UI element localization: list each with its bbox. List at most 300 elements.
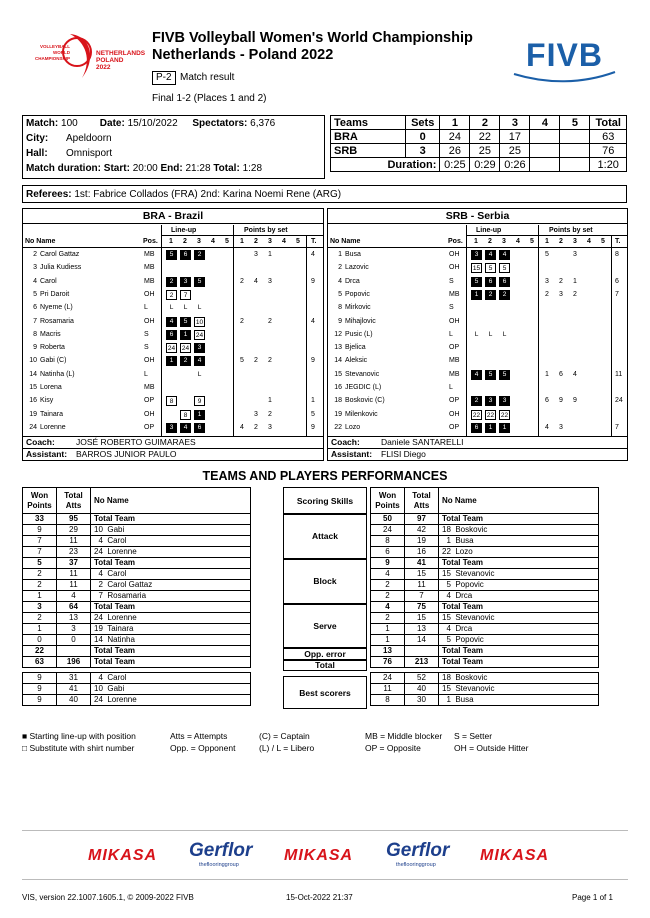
won-points: 76 xyxy=(371,657,405,668)
won-points: 9 xyxy=(23,525,57,536)
championship-subtitle: Netherlands - Poland 2022 xyxy=(152,47,334,63)
won-points: 2 xyxy=(371,591,405,602)
score-cell: 17 xyxy=(500,130,530,144)
lineup-cell: 5 xyxy=(471,277,482,287)
total-attempts: 4 xyxy=(57,591,91,602)
player-name: Carol xyxy=(40,277,57,285)
score-cell xyxy=(560,130,590,144)
player-number: 6 xyxy=(33,304,37,312)
set-points: 3 xyxy=(559,290,563,298)
player-name: 5 Popovic xyxy=(439,580,599,591)
score-cell: 25 xyxy=(470,144,500,158)
set-points: 3 xyxy=(268,277,272,285)
lineup-cell: L xyxy=(169,304,174,312)
player-number: 1 xyxy=(338,251,342,258)
start-time: 20:00 xyxy=(132,163,158,174)
player-row xyxy=(23,395,323,407)
col-no-name: No Name xyxy=(330,238,361,245)
player-row xyxy=(328,329,627,341)
col-lineup-set: 2 xyxy=(183,238,187,245)
mikasa-logo: MIKASA xyxy=(88,847,158,864)
score-cell xyxy=(530,130,560,144)
gerflor-logo-text: Gerflor xyxy=(189,840,253,861)
won-points: 8 xyxy=(371,695,405,706)
player-name: 10 Gabi xyxy=(91,684,251,695)
total-attempts: 196 xyxy=(57,657,91,668)
perf-header: Won Points xyxy=(23,488,57,514)
performance-table-srb xyxy=(370,487,599,706)
col-lineup-set: 5 xyxy=(225,238,229,245)
col-points-set: 2 xyxy=(559,238,563,245)
won-points: 24 xyxy=(371,673,405,684)
total-attempts: 52 xyxy=(405,673,439,684)
header-rule xyxy=(328,247,627,248)
score-cell: 0 xyxy=(406,130,440,144)
lineup-cell: 4 xyxy=(194,356,205,366)
player-name: 7 Rosamaria xyxy=(91,591,251,602)
player-total-points: 4 xyxy=(311,317,315,325)
mikasa-logo: MIKASA xyxy=(480,847,550,864)
total-attempts: 42 xyxy=(405,525,439,536)
player-position: S xyxy=(144,330,149,338)
total-time: 1:28 xyxy=(242,163,263,174)
set-points: 9 xyxy=(559,397,563,405)
player-row xyxy=(23,409,323,421)
won-points: 7 xyxy=(23,536,57,547)
player-number: 4 xyxy=(338,277,342,285)
set-points: 4 xyxy=(573,370,577,378)
won-points: 50 xyxy=(371,514,405,525)
lineup-cell: 1 xyxy=(194,410,205,420)
player-position: OH xyxy=(449,317,460,325)
score-cell: 76 xyxy=(590,144,627,158)
won-points: 11 xyxy=(371,684,405,695)
lineup-cell: L xyxy=(197,304,202,312)
assistant-name: FLISI Diego xyxy=(381,449,426,459)
player-number: 12 xyxy=(334,330,342,338)
assistant-label: Assistant: xyxy=(26,449,68,459)
footer-version: VIS, version 22.1007.1605.1, © 2009-2022 FIVB xyxy=(22,893,194,902)
lineup-cell: 3 xyxy=(485,396,496,406)
player-row xyxy=(23,422,323,434)
col-lineup-set: 3 xyxy=(197,238,201,245)
set-points: 3 xyxy=(254,251,258,258)
player-name: Roberta xyxy=(40,344,65,352)
player-name: Busa xyxy=(345,251,361,258)
player-name: 24 Lorenne xyxy=(91,695,251,706)
legend-item: OH = Outside Hitter xyxy=(454,743,529,753)
player-row xyxy=(23,249,323,261)
total-attempts: 41 xyxy=(405,558,439,569)
player-row xyxy=(328,342,627,354)
set-points: 4 xyxy=(254,277,258,285)
lineup-cell: 8 xyxy=(166,396,177,406)
won-points: 8 xyxy=(371,536,405,547)
match-date: 15/10/2022 xyxy=(127,118,178,129)
match-info-box xyxy=(22,115,325,179)
total-attempts: 16 xyxy=(405,547,439,558)
player-position: MB xyxy=(144,264,155,272)
coach-name: Daniele SANTARELLI xyxy=(381,437,464,447)
player-position: OP xyxy=(449,344,460,352)
set-points: 5 xyxy=(545,251,549,258)
lineup-cell: 9 xyxy=(194,396,205,406)
assistant-label: Assistant: xyxy=(331,449,373,459)
set-points: 2 xyxy=(559,277,563,285)
player-number: 16 xyxy=(334,384,342,391)
score-team: BRA xyxy=(331,130,406,144)
player-row xyxy=(328,276,627,288)
header-rule xyxy=(161,235,323,236)
city-label: City: xyxy=(26,133,49,144)
player-name: 5 Popovic xyxy=(439,635,599,646)
score-header: 4 xyxy=(530,116,560,130)
fivb-logo xyxy=(512,38,617,88)
lineup-cell: L xyxy=(197,370,202,378)
player-number: 10 xyxy=(29,357,37,365)
player-position: OP xyxy=(144,397,155,405)
coach-name: JOSÉ ROBERTO GUIMARAES xyxy=(76,437,196,447)
footer-page: Page 1 of 1 xyxy=(572,893,613,902)
player-name: Total Team xyxy=(439,657,599,668)
player-total-points: 24 xyxy=(615,397,623,405)
lineup-cell: L xyxy=(474,330,479,338)
lineup-cell: 1 xyxy=(471,290,482,300)
sponsor-bar xyxy=(22,830,628,880)
total-attempts: 40 xyxy=(57,695,91,706)
logo-text-4: NETHERLANDS xyxy=(96,50,146,57)
won-points: 2 xyxy=(23,580,57,591)
total-attempts: 14 xyxy=(405,635,439,646)
col-points-set: 5 xyxy=(601,238,605,245)
won-points: 2 xyxy=(371,580,405,591)
lineup-cell: 4 xyxy=(180,423,191,433)
set-duration: 0:25 xyxy=(440,158,470,172)
won-points: 2 xyxy=(371,613,405,624)
col-pos: Pos. xyxy=(143,238,158,245)
gerflor-tagline: theflooringgroup xyxy=(199,862,239,868)
player-row xyxy=(328,316,627,328)
player-name: 18 Boskovic xyxy=(439,525,599,536)
fivb-logo-text: FIVB xyxy=(526,37,603,73)
set-points: 6 xyxy=(545,397,549,405)
player-number: 19 xyxy=(29,410,37,418)
player-position: MB xyxy=(144,251,155,258)
col-points-set: 4 xyxy=(587,238,591,245)
player-name: 4 Carol xyxy=(91,673,251,684)
won-points: 4 xyxy=(371,602,405,613)
duration-label: Match duration: xyxy=(26,163,101,174)
team-roster-bra xyxy=(22,208,324,461)
player-total-points: 4 xyxy=(311,251,315,258)
gerflor-logo xyxy=(386,840,450,868)
player-position: OH xyxy=(144,317,155,325)
lineup-cell: 1 xyxy=(166,356,177,366)
player-name: 10 Gabi xyxy=(91,525,251,536)
col-lineup-set: 2 xyxy=(488,238,492,245)
logo-text-5: POLAND xyxy=(96,57,124,64)
mikasa-logo: MIKASA xyxy=(284,847,354,864)
doc-name: Match result xyxy=(180,72,235,83)
set-points: 5 xyxy=(240,357,244,365)
set-points: 1 xyxy=(545,370,549,378)
legend-item: Atts = Attempts xyxy=(170,731,228,741)
player-number: 5 xyxy=(338,290,342,298)
gerflor-logo xyxy=(189,840,253,868)
player-position: OP xyxy=(449,423,460,431)
player-name: 14 Natinha xyxy=(91,635,251,646)
player-number: 14 xyxy=(334,357,342,365)
col-lineup-set: 4 xyxy=(211,238,215,245)
player-row xyxy=(23,262,323,274)
gerflor-logo-text: Gerflor xyxy=(386,840,450,861)
scoring-skill-label: Attack xyxy=(283,514,367,559)
match-final-label: Final 1-2 (Places 1 and 2) xyxy=(152,93,267,104)
perf-header: No Name xyxy=(439,488,599,514)
total-attempts: 29 xyxy=(57,525,91,536)
score-cell xyxy=(530,144,560,158)
player-name: 19 Tainara xyxy=(91,624,251,635)
total-attempts: 7 xyxy=(405,591,439,602)
perf-header: Total Atts xyxy=(57,488,91,514)
player-row xyxy=(23,342,323,354)
won-points: 1 xyxy=(23,624,57,635)
player-row xyxy=(23,382,323,394)
player-number: 9 xyxy=(33,344,37,352)
duration-label: Duration: xyxy=(331,158,440,172)
legend-item: Opp. = Opponent xyxy=(170,743,236,753)
won-points: 5 xyxy=(23,558,57,569)
player-position: MB xyxy=(449,357,460,365)
score-header: 3 xyxy=(500,116,530,130)
player-row xyxy=(328,249,627,261)
player-number: 14 xyxy=(29,370,37,378)
match-label: Match: xyxy=(26,118,59,129)
end-time: 21:28 xyxy=(185,163,211,174)
player-number: 8 xyxy=(33,330,37,338)
player-name: 1 Busa xyxy=(439,695,599,706)
championship-title: FIVB Volleyball Women's World Championship xyxy=(152,30,473,46)
lineup-cell: 3 xyxy=(180,277,191,287)
perf-header: Total Atts xyxy=(405,488,439,514)
lineup-cell: 8 xyxy=(180,410,191,420)
player-row xyxy=(328,369,627,381)
lineup-cell: 24 xyxy=(167,345,176,353)
player-position: OH xyxy=(144,290,155,298)
col-lineup-set: 4 xyxy=(516,238,520,245)
player-name: Total Team xyxy=(439,602,599,613)
player-total-points: 5 xyxy=(311,410,315,418)
col-total: T. xyxy=(615,238,621,245)
player-position: L xyxy=(144,370,148,378)
perf-header: No Name xyxy=(91,488,251,514)
score-cell: 25 xyxy=(500,144,530,158)
player-row xyxy=(328,395,627,407)
total-attempts: 11 xyxy=(405,580,439,591)
set-points: 9 xyxy=(573,397,577,405)
col-points-set: 4 xyxy=(282,238,286,245)
match-number: 100 xyxy=(61,118,78,129)
player-row xyxy=(328,422,627,434)
score-cell: 26 xyxy=(440,144,470,158)
total-attempts: 15 xyxy=(405,569,439,580)
legend-item: □ Substitute with shirt number xyxy=(22,743,135,753)
total-attempts: 31 xyxy=(57,673,91,684)
player-name: 22 Lozo xyxy=(439,547,599,558)
performances-title: TEAMS AND PLAYERS PERFORMANCES xyxy=(202,469,448,483)
player-name: Nyeme (L) xyxy=(40,304,73,312)
set-points: 4 xyxy=(545,423,549,431)
player-position: OP xyxy=(144,423,155,431)
player-total-points: 11 xyxy=(615,370,623,378)
hall-label: Hall: xyxy=(26,148,48,159)
player-name: 4 Drca xyxy=(439,624,599,635)
set-points: 3 xyxy=(545,277,549,285)
player-name: Total Team xyxy=(439,646,599,657)
player-total-points: 7 xyxy=(615,423,619,431)
coach-row xyxy=(328,436,627,447)
championship-logo xyxy=(30,30,146,90)
player-name: Popovic xyxy=(345,290,370,298)
total-attempts: 97 xyxy=(405,514,439,525)
player-position: L xyxy=(144,304,148,312)
set-points: 2 xyxy=(240,277,244,285)
player-name: Pri Daroit xyxy=(40,290,70,298)
lineup-cell: 4 xyxy=(471,370,482,380)
lineup-cell: L xyxy=(488,330,493,338)
col-total: T. xyxy=(311,238,317,245)
lineup-cell: 5 xyxy=(485,263,496,273)
player-number: 7 xyxy=(33,317,37,325)
lineup-cell: 3 xyxy=(194,343,205,353)
total-attempts: 75 xyxy=(405,602,439,613)
total-label: Total: xyxy=(213,163,240,174)
lineup-cell: 2 xyxy=(485,290,496,300)
lineup-label: Line-up xyxy=(476,227,502,234)
set-points: 2 xyxy=(268,317,272,325)
player-name: 4 Carol xyxy=(91,536,251,547)
player-name: 15 Stevanovic xyxy=(439,613,599,624)
player-name: 15 Stevanovic xyxy=(439,569,599,580)
player-row xyxy=(23,289,323,301)
player-row xyxy=(23,369,323,381)
footer-timestamp: 15-Oct-2022 21:37 xyxy=(286,893,353,902)
player-position: MB xyxy=(144,384,155,391)
start-label: Start: xyxy=(103,163,130,174)
referees-label: Referees: xyxy=(26,189,72,200)
won-points: 1 xyxy=(371,635,405,646)
player-name: Lozo xyxy=(345,423,361,431)
player-row xyxy=(328,382,627,394)
lineup-cell: L xyxy=(183,304,188,312)
lineup-cell: 2 xyxy=(180,356,191,366)
won-points: 7 xyxy=(23,547,57,558)
set-duration: 1:20 xyxy=(590,158,627,172)
player-position: S xyxy=(449,277,454,285)
player-total-points: 8 xyxy=(615,251,619,258)
player-total-points: 6 xyxy=(615,277,619,285)
player-row xyxy=(23,316,323,328)
city: Apeldoorn xyxy=(66,133,112,144)
player-row xyxy=(328,302,627,314)
player-name: Total Team xyxy=(91,657,251,668)
lineup-cell: 1 xyxy=(499,423,510,433)
score-team: SRB xyxy=(331,144,406,158)
set-points: 2 xyxy=(254,357,258,365)
scoring-skill-label: Total xyxy=(283,660,367,671)
won-points: 22 xyxy=(23,646,57,657)
total-attempts: 213 xyxy=(405,657,439,668)
player-name: Stevanovic xyxy=(345,370,380,378)
won-points: 4 xyxy=(371,569,405,580)
legend xyxy=(22,730,627,756)
player-number: 3 xyxy=(33,264,37,272)
player-name: Macris xyxy=(40,330,61,338)
player-number: 13 xyxy=(334,344,342,352)
won-points: 13 xyxy=(371,646,405,657)
team-title: BRA - Brazil xyxy=(23,209,323,224)
set-points: 2 xyxy=(573,290,577,298)
won-points: 24 xyxy=(371,525,405,536)
col-no-name: No Name xyxy=(25,238,56,245)
legend-item: S = Setter xyxy=(454,731,493,741)
lineup-cell: 3 xyxy=(471,250,482,260)
assistant-name: BARROS JUNIOR PAULO xyxy=(76,449,177,459)
player-name: Lazovic xyxy=(345,264,369,272)
lineup-cell: 5 xyxy=(499,263,510,273)
player-number: 9 xyxy=(338,317,342,325)
col-points-set: 3 xyxy=(573,238,577,245)
lineup-cell: L xyxy=(502,330,507,338)
player-position: OH xyxy=(144,410,155,418)
player-row xyxy=(23,355,323,367)
lineup-cell: 6 xyxy=(471,423,482,433)
col-points-set: 2 xyxy=(254,238,258,245)
lineup-cell: 2 xyxy=(166,277,177,287)
col-points-set: 3 xyxy=(268,238,272,245)
lineup-cell: 5 xyxy=(194,277,205,287)
score-header: 5 xyxy=(560,116,590,130)
lineup-cell: 5 xyxy=(485,370,496,380)
total-attempts: 15 xyxy=(405,613,439,624)
player-name: Pusic (L) xyxy=(345,330,373,338)
scoring-skill-label: Best scorers xyxy=(283,676,367,710)
total-attempts: 19 xyxy=(405,536,439,547)
player-name: Mihajlovic xyxy=(345,317,376,325)
col-lineup-set: 1 xyxy=(169,238,173,245)
player-name: Total Team xyxy=(439,514,599,525)
lineup-cell: 22 xyxy=(500,411,509,419)
team-roster-srb xyxy=(327,208,628,461)
player-position: S xyxy=(449,304,454,312)
col-pos: Pos. xyxy=(448,238,463,245)
player-total-points: 7 xyxy=(615,290,619,298)
logo-text-2: WORLD xyxy=(53,50,70,55)
total-attempts: 37 xyxy=(57,558,91,569)
col-points-set: 1 xyxy=(240,238,244,245)
won-points: 3 xyxy=(23,602,57,613)
coach-label: Coach: xyxy=(26,437,55,447)
won-points: 2 xyxy=(23,569,57,580)
player-number: 15 xyxy=(29,384,37,391)
player-name: 24 Lorenne xyxy=(91,613,251,624)
player-name: Aleksic xyxy=(345,357,368,365)
set-points: 2 xyxy=(545,290,549,298)
player-name: Boskovic (C) xyxy=(345,397,385,405)
scoring-skill-label: Block xyxy=(283,559,367,604)
doc-code: P-2 xyxy=(152,71,176,85)
won-points: 1 xyxy=(23,591,57,602)
